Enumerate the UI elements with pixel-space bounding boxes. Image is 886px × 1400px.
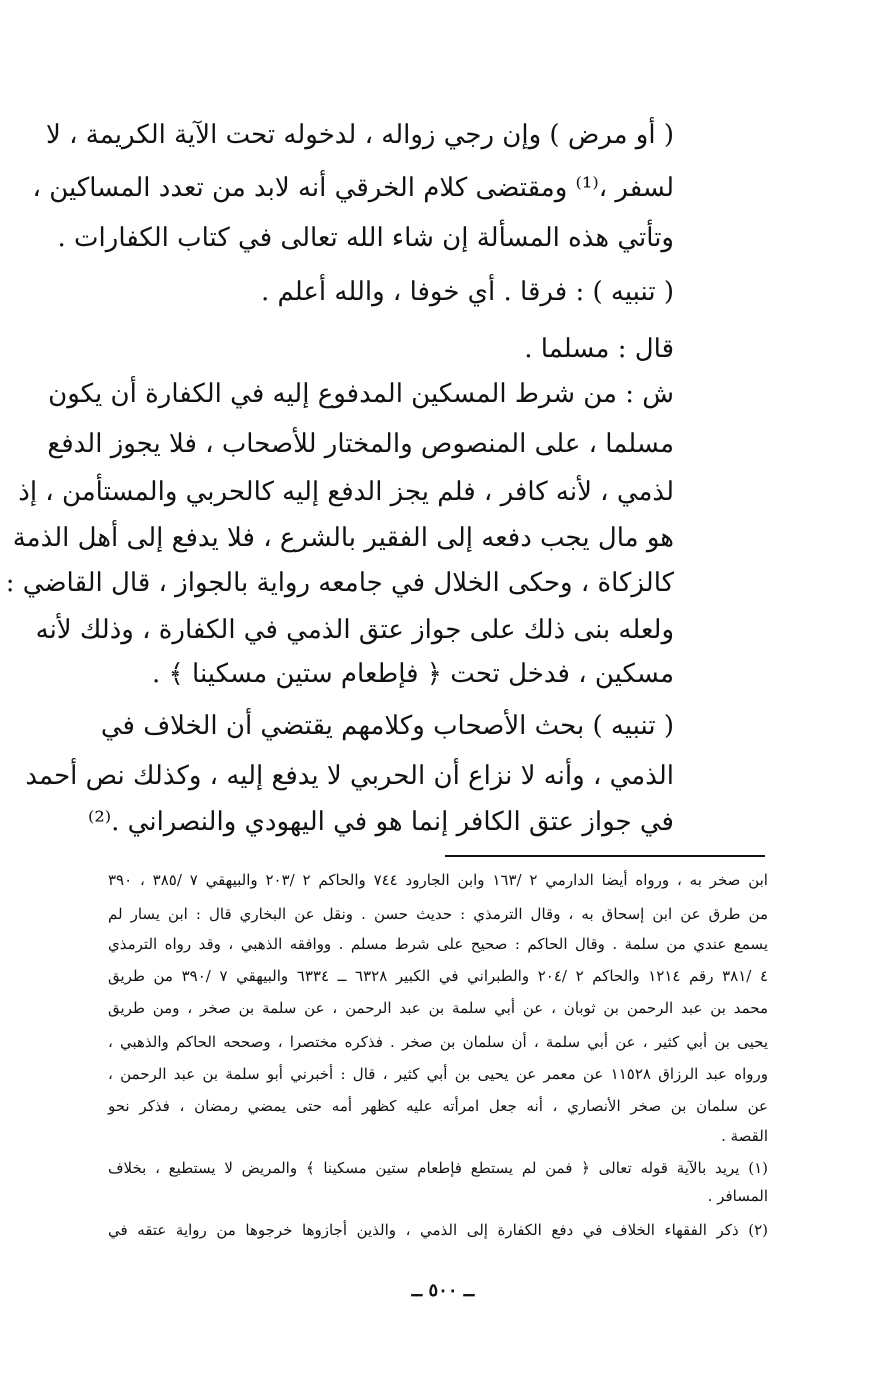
footnote-line: (٢) ذكر الفقهاء الخلاف في دفع الكفارة إلى الذمي ، والذين أجازوها خرجوها من رواية عتقه في <box>108 1221 768 1239</box>
footnote-line: عن سلمان بن صخر الأنصاري ، أنه جعل امرأته عليه كظهر أمه حتى يمضي رمضان ، فذكر نحو <box>108 1097 768 1115</box>
footnote-line: محمد بن عبد الرحمن بن ثوبان ، عن أبي سلمة بن عبد الرحمن ، عن سلمة بن صخر ، ومن طريق <box>108 999 768 1017</box>
footnote-line: يحيى بن أبي كثير ، عن أبي سلمة ، أن سلمان بن صخر . فذكره مختصرا ، وصححه الحاكم والذهبي ، <box>108 1033 768 1051</box>
body-line: مسلما ، على المنصوص والمختار للأصحاب ، فلا يجوز الدفع <box>47 429 674 459</box>
page-number: ــ ٥٠٠ ــ <box>411 1280 475 1301</box>
body-line: لذمي ، لأنه كافر ، فلم يجز الدفع إليه كالحربي والمستأمن ، إذ <box>18 477 674 507</box>
body-line: ( تنبيه ) بحث الأصحاب وكلامهم يقتضي أن الخلاف في <box>100 711 674 741</box>
body-line: الذمي ، وأنه لا نزاع أن الحربي لا يدفع إليه ، وكذلك نص أحمد <box>25 761 674 791</box>
body-line: كالزكاة ، وحكى الخلال في جامعه رواية بالجواز ، قال القاضي : <box>5 568 674 598</box>
body-line: ش : من شرط المسكين المدفوع إليه في الكفارة أن يكون <box>48 379 674 409</box>
body-line: لسفر ،⁽¹⁾ ومقتضى كلام الخرقي أنه لابد من تعدد المساكين ، <box>32 173 674 203</box>
footnote-line: من طرق عن ابن إسحاق به ، وقال الترمذي : حديث حسن . ونقل عن البخاري قال : ابن يسار لم <box>108 905 768 923</box>
footnote-line: القصة . <box>721 1127 768 1145</box>
section-heading: قال : مسلما . <box>524 334 674 364</box>
footnote-line: ورواه عبد الرزاق ١١٥٢٨ عن معمر عن يحيى بن أبي كثير ، قال : أخبرني أبو سلمة بن عبد الرحمن ، <box>108 1065 768 1083</box>
footnote-line: يسمع عندي من سلمة . وقال الحاكم : صحيح على شرط مسلم . ووافقه الذهبي ، وقد رواه الترمذي <box>108 935 768 953</box>
body-line: مسكين ، فدخل تحت ﴿ فإطعام ستين مسكينا ﴾ . <box>152 659 674 689</box>
footnote-line: المسافر . <box>707 1187 768 1205</box>
footnote-line: ٤ /٣٨١ رقم ١٢١٤ والحاكم ٢ /٢٠٤ والطبراني في الكبير ٦٣٢٨ ــ ٦٣٣٤ والبيهقي ٧ /٣٩٠ من طريق <box>108 967 768 985</box>
body-line: ( أو مرض ) وإن رجي زواله ، لدخوله تحت الآية الكريمة ، لا <box>46 120 674 150</box>
footnote-line: ابن صخر به ، ورواه أيضا الدارمي ٢ /١٦٣ وابن الجارود ٧٤٤ والحاكم ٢ /٢٠٣ والبيهقي ٧ /٣٨٥ ، ٣٩٠ <box>108 871 768 889</box>
body-line: هو مال يجب دفعه إلى الفقير بالشرع ، فلا يدفع إلى أهل الذمة <box>12 523 674 553</box>
footnote-separator <box>445 855 765 857</box>
body-line: في جواز عتق الكافر إنما هو في اليهودي والنصراني .⁽²⁾ <box>87 807 674 837</box>
body-line: ( تنبيه ) : فرقا . أي خوفا ، والله أعلم . <box>260 277 674 307</box>
body-line: ولعله بنى ذلك على جواز عتق الذمي في الكفارة ، وذلك لأنه <box>35 615 674 645</box>
footnote-line: (١) يريد بالآية قوله تعالى ﴿ فمن لم يستطع فإطعام ستين مسكينا ﴾ والمريض لا يستطيع ، بخلاف <box>108 1159 768 1177</box>
body-line: وتأتي هذه المسألة إن شاء الله تعالى في كتاب الكفارات . <box>57 223 674 253</box>
